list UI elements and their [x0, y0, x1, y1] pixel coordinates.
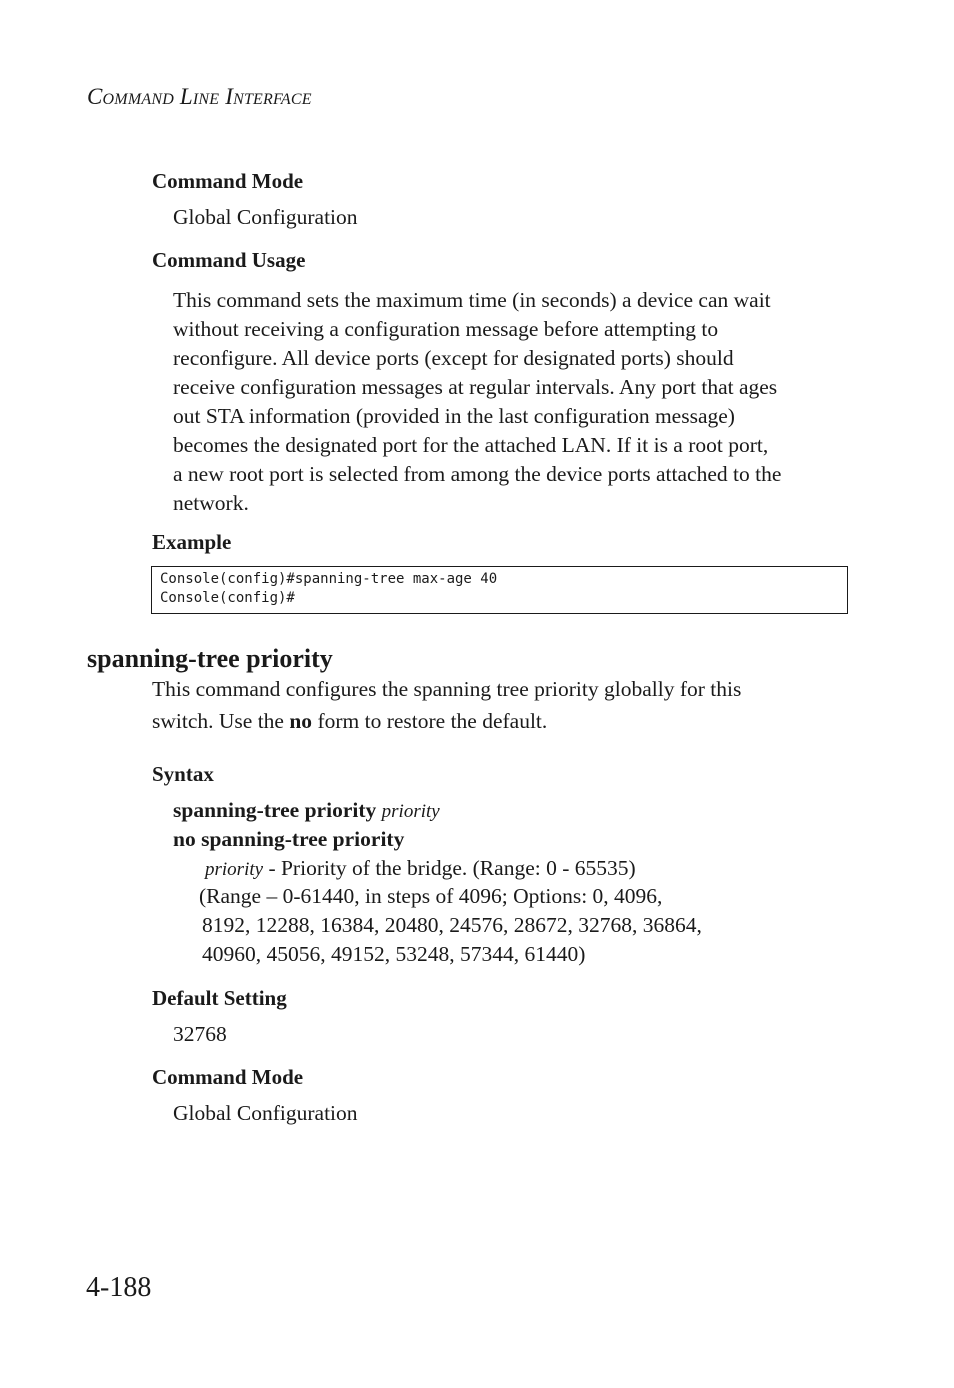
- example-code-box: [151, 566, 848, 614]
- example-heading: Example: [152, 530, 232, 554]
- intro-line-2: [152, 709, 842, 734]
- syntax-parameter: priority: [381, 801, 440, 822]
- parameter-text: - Priority of the bridge. (Range: 0 - 65535): [263, 856, 636, 880]
- usage-line: a new root port is selected from among the device ports attached to the: [173, 462, 782, 486]
- usage-line: receive configuration messages at regular intervals. Any port that ages: [173, 375, 778, 399]
- command-mode-heading: Command Mode: [152, 169, 304, 193]
- no-keyword: no: [289, 709, 313, 733]
- command-mode-value: Global Configuration: [173, 1101, 358, 1125]
- syntax-heading: Syntax: [152, 762, 214, 786]
- command-mode-heading: Command Mode: [152, 1065, 304, 1089]
- page-number: 4-188: [86, 1272, 152, 1303]
- code-line: Console(config)#: [160, 590, 295, 606]
- default-setting-value: 32768: [173, 1022, 227, 1046]
- code-line: Console(config)#spanning-tree max-age 40: [160, 571, 498, 587]
- command-usage-heading: Command Usage: [152, 248, 306, 272]
- parameter-description: [205, 856, 636, 881]
- command-mode-value: Global Configuration: [173, 205, 358, 229]
- section-title: spanning-tree priority: [87, 644, 333, 673]
- running-head: Command Line Interface: [87, 84, 312, 109]
- intro-line-1: This command configures the spanning tree priority globally for this: [152, 677, 742, 701]
- parameter-name: priority: [205, 859, 264, 880]
- parameter-range-line: 8192, 12288, 16384, 20480, 24576, 28672, 32768, 36864,: [202, 913, 702, 937]
- usage-line: becomes the designated port for the attached LAN. If it is a root port,: [173, 433, 769, 457]
- usage-line: This command sets the maximum time (in seconds) a device can wait: [173, 288, 771, 312]
- intro-text: switch. Use the: [152, 709, 290, 733]
- parameter-range-line: (Range – 0-61440, in steps of 4096; Options: 0, 4096,: [199, 884, 663, 908]
- syntax-command-1: [173, 798, 440, 823]
- command-usage-paragraph: [173, 286, 848, 518]
- usage-line: without receiving a configuration message before attempting to: [173, 317, 719, 341]
- usage-line: reconfigure. All device ports (except for designated ports) should: [173, 346, 734, 370]
- syntax-command-2: no spanning-tree priority: [173, 827, 405, 851]
- usage-line: network.: [173, 491, 249, 515]
- intro-text: form to restore the default.: [312, 709, 548, 733]
- parameter-range-line: 40960, 45056, 49152, 53248, 57344, 61440): [202, 942, 586, 966]
- usage-line: out STA information (provided in the last configuration message): [173, 404, 735, 428]
- default-setting-heading: Default Setting: [152, 986, 287, 1010]
- syntax-command: spanning-tree priority: [173, 798, 382, 822]
